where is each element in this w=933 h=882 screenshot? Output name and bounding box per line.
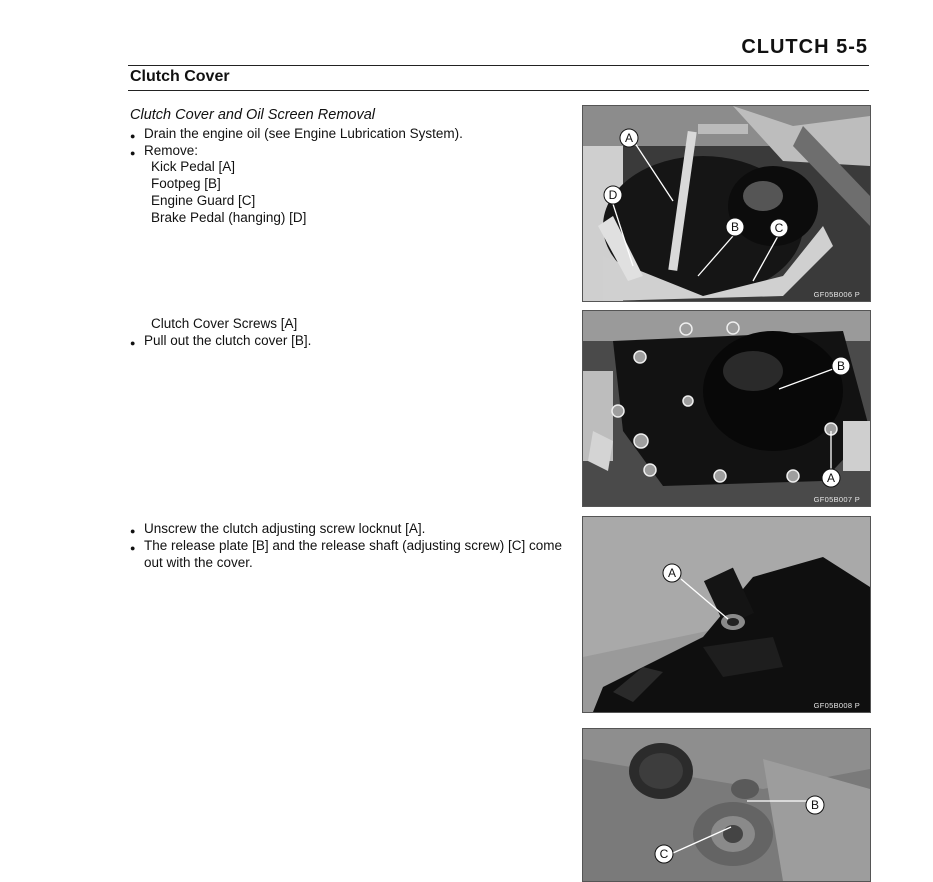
bullet-glyph: ● xyxy=(130,526,136,536)
step-text: Remove: xyxy=(144,143,199,158)
section-title: Clutch Cover xyxy=(130,68,230,85)
page-header-title: CLUTCH 5-5 xyxy=(741,36,868,58)
remove-item-kick-pedal: Kick Pedal [A] xyxy=(151,159,236,174)
callout-a: A xyxy=(826,471,836,485)
bullet-glyph: ● xyxy=(130,148,136,158)
figure-code: GF05B007 P xyxy=(813,495,860,504)
item-clutch-cover-screws: Clutch Cover Screws [A] xyxy=(151,316,298,331)
step-release-plate-cont: out with the cover. xyxy=(144,555,253,570)
procedure-heading: Clutch Cover and Oil Screen Removal xyxy=(130,107,375,123)
callout-b: B xyxy=(810,798,820,812)
figure-code: GF05B006 P xyxy=(813,290,860,299)
callout-d: D xyxy=(608,188,618,202)
callout-a: A xyxy=(624,131,634,145)
callout-a: A xyxy=(667,566,677,580)
header-rule xyxy=(128,65,869,66)
figure-kick-pedal-removal xyxy=(582,105,871,302)
step-text: Unscrew the clutch adjusting screw locknut [A]. xyxy=(144,521,426,536)
remove-item-engine-guard: Engine Guard [C] xyxy=(151,193,256,208)
photo-clutch-cover xyxy=(583,311,870,506)
figure-code: GF05B008 P xyxy=(813,701,860,710)
remove-item-brake-pedal: Brake Pedal (hanging) [D] xyxy=(151,210,307,225)
remove-item-footpeg: Footpeg [B] xyxy=(151,176,221,191)
callout-c: C xyxy=(659,847,669,861)
step-text: The release plate [B] and the release shaft (adjusting screw) [C] come xyxy=(144,538,562,553)
step-text: Pull out the clutch cover [B]. xyxy=(144,333,312,348)
callout-b: B xyxy=(730,220,740,234)
bullet-glyph: ● xyxy=(130,338,136,348)
photo-release-plate xyxy=(583,729,870,881)
step-text: Drain the engine oil (see Engine Lubrication System). xyxy=(144,126,463,141)
bullet-glyph: ● xyxy=(130,131,136,141)
callout-c: C xyxy=(774,221,784,235)
photo-engine-left-side xyxy=(583,106,870,301)
figure-adjusting-locknut xyxy=(582,516,871,713)
callout-b: B xyxy=(836,359,846,373)
photo-locknut xyxy=(583,517,870,712)
figure-clutch-cover-screws xyxy=(582,310,871,507)
figure-release-plate xyxy=(582,728,871,882)
section-rule xyxy=(128,90,869,91)
bullet-glyph: ● xyxy=(130,543,136,553)
